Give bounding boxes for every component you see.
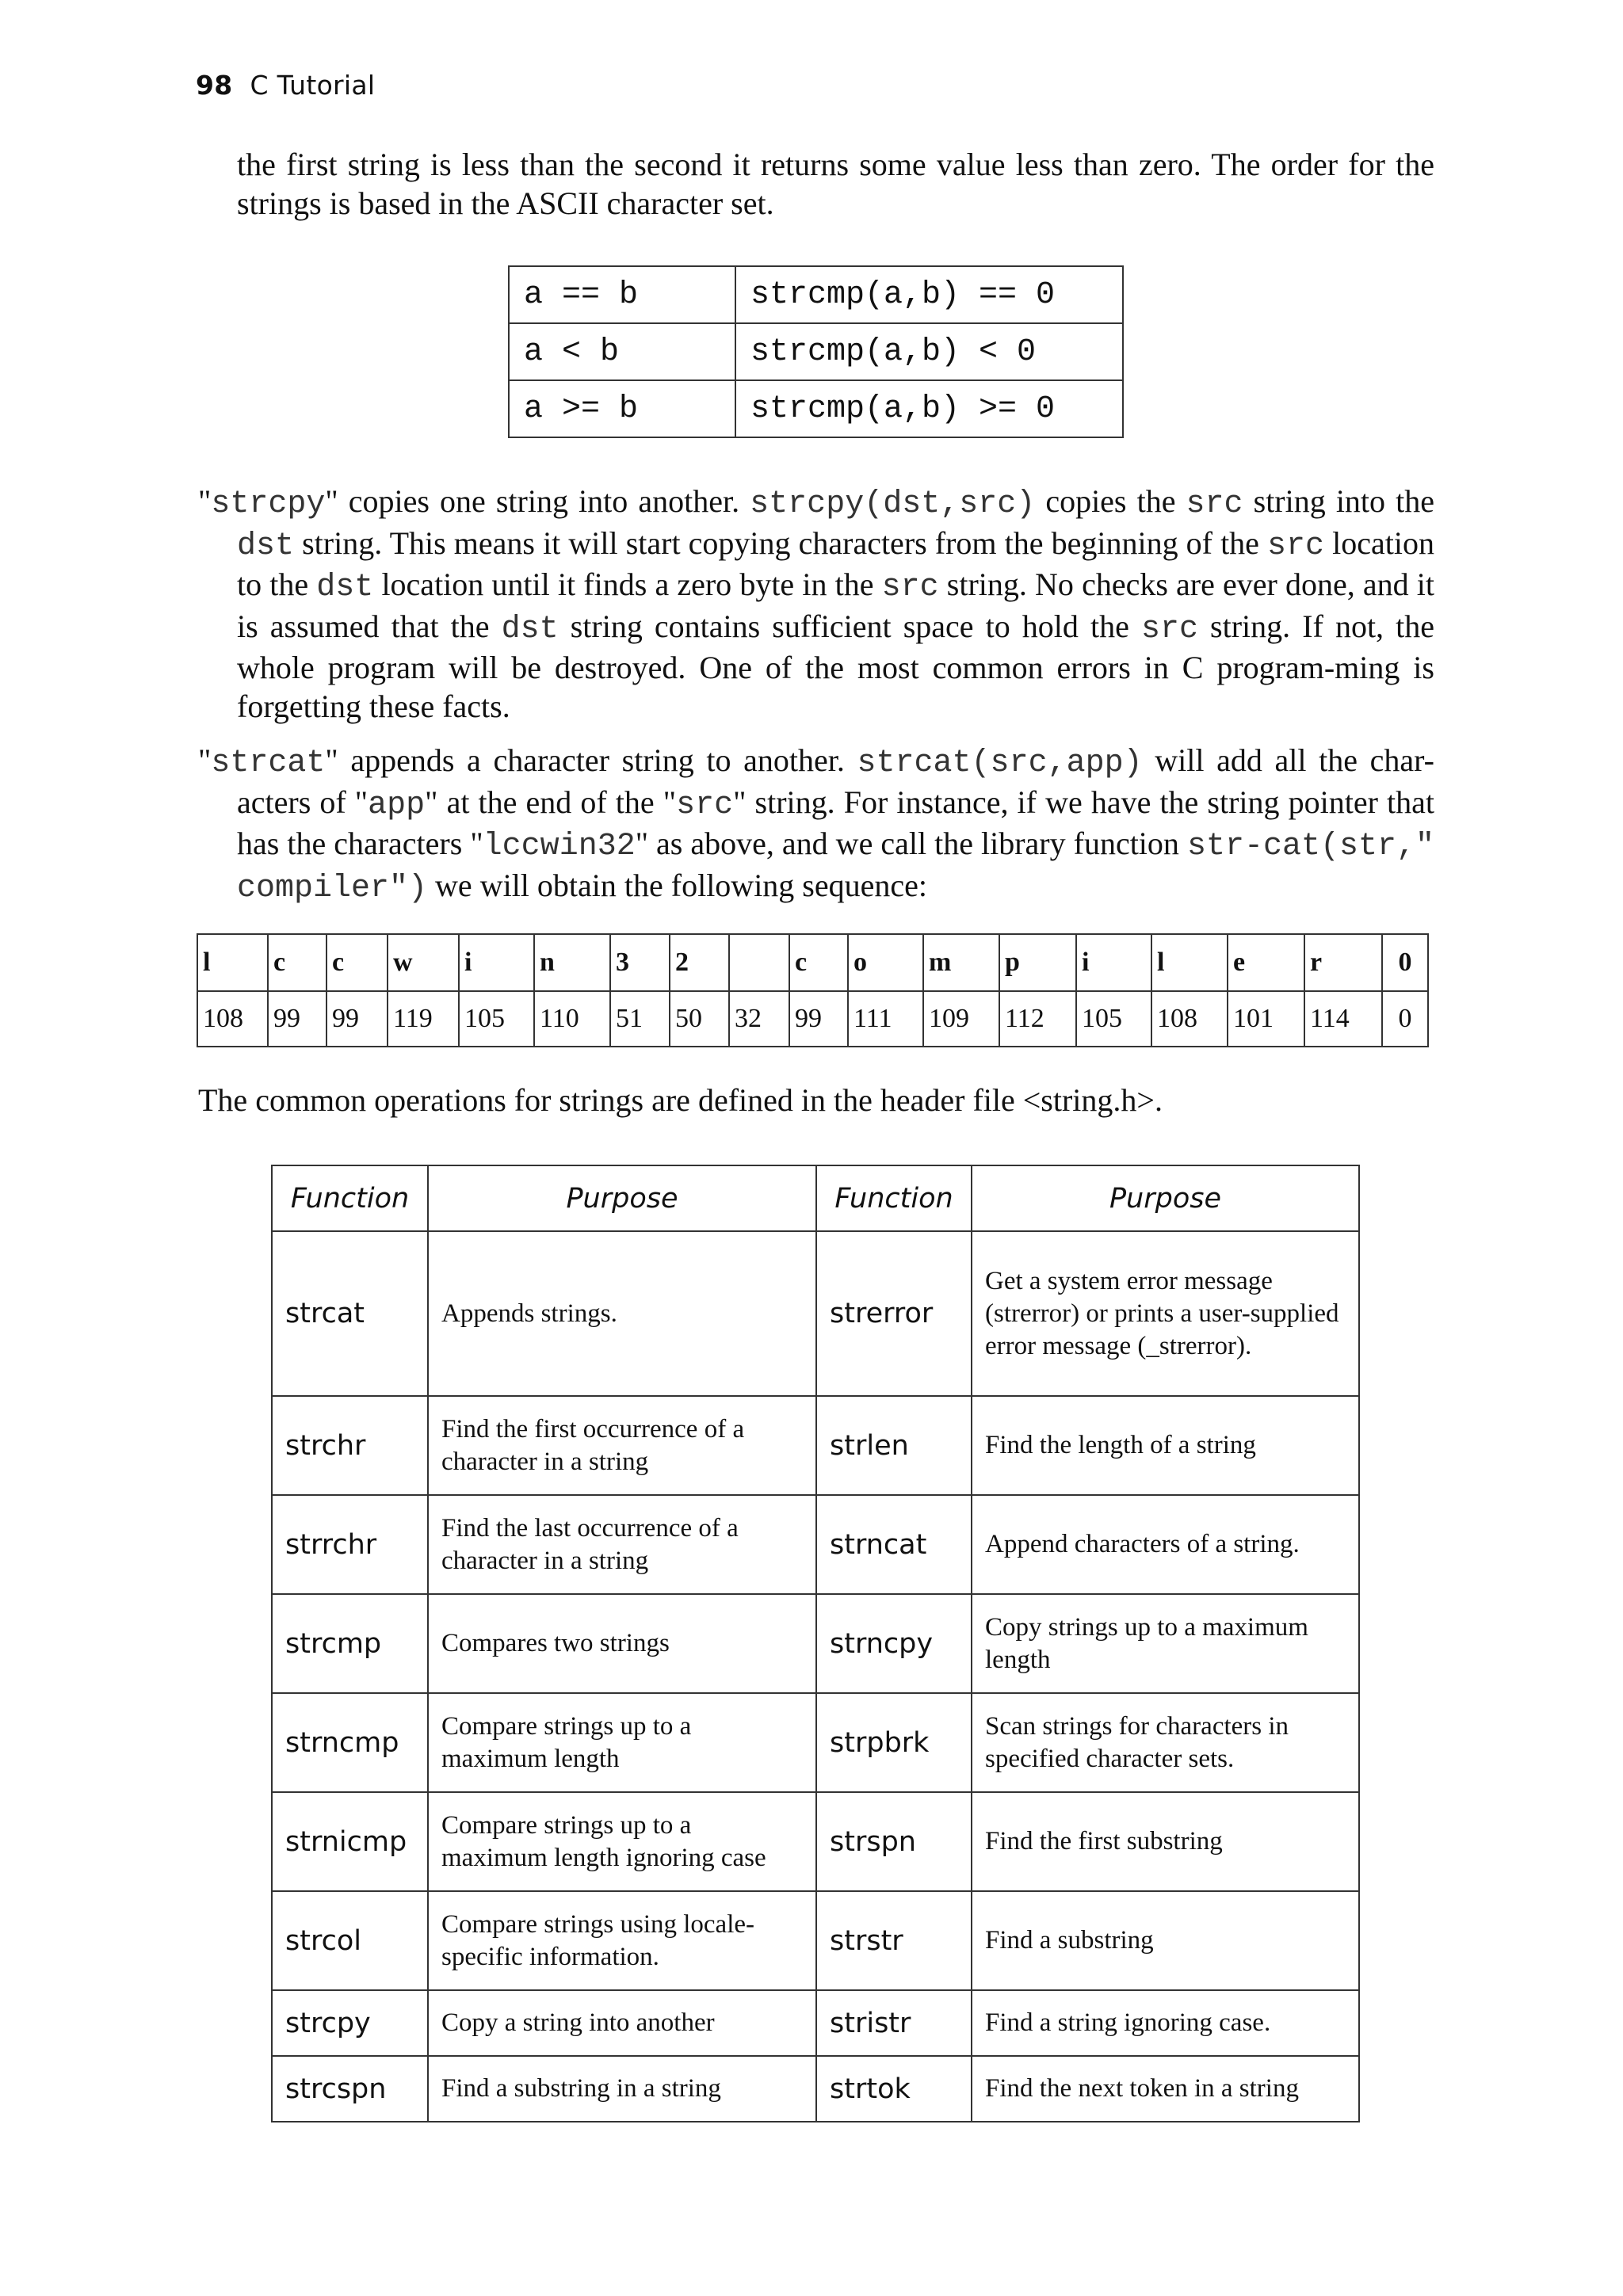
table-row [272, 2056, 1359, 2122]
strcat-paragraph [198, 742, 1434, 908]
table-cell: strcmp(a,b) == 0 [735, 266, 1123, 323]
code-span: dst [501, 611, 559, 647]
table-cell: a >= b [509, 380, 735, 437]
char-cell: c [789, 934, 848, 991]
code-cell: 110 [534, 991, 610, 1047]
code-cell: 101 [1228, 991, 1304, 1047]
code-span: src [1267, 528, 1325, 564]
table-header-row [272, 1165, 1359, 1231]
running-header [196, 70, 375, 101]
function-name-cell: strncpy [816, 1594, 972, 1693]
text-run: location until it finds a zero byte in the [373, 566, 882, 602]
table-row [197, 991, 1428, 1047]
code-cell: 119 [388, 991, 459, 1047]
purpose-cell: Copy strings up to a maximum length [972, 1594, 1359, 1693]
code-span: src [676, 787, 734, 823]
table-row [272, 1495, 1359, 1594]
table-row [272, 1396, 1359, 1495]
table-cell: strcmp(a,b) >= 0 [735, 380, 1123, 437]
strcmp-comparison-table [508, 265, 1124, 438]
code-cell: 99 [268, 991, 327, 1047]
table-cell: strcmp(a,b) < 0 [735, 323, 1123, 380]
code-cell: 108 [1151, 991, 1228, 1047]
char-cell: o [848, 934, 923, 991]
text-run: " at the end of the " [425, 784, 677, 820]
function-name-cell: strrchr [272, 1495, 428, 1594]
purpose-cell: Find a substring in a string [428, 2056, 816, 2122]
char-cell: i [459, 934, 534, 991]
purpose-cell: Find the first substring [972, 1792, 1359, 1891]
char-cell: l [197, 934, 268, 991]
purpose-cell: Copy a string into another [428, 1990, 816, 2056]
code-cell: 114 [1304, 991, 1382, 1047]
char-cell: n [534, 934, 610, 991]
char-cell: w [388, 934, 459, 991]
text-run: will add all the char-acters of " [237, 742, 1434, 820]
code-span: lccwin32 [483, 829, 636, 864]
code-span: src [1140, 611, 1198, 647]
table-row [272, 1891, 1359, 1990]
text-run: string contains sufficient space to hold the [558, 608, 1141, 644]
table-row [272, 1231, 1359, 1396]
function-name-cell: strspn [816, 1792, 972, 1891]
function-name-cell: strlen [816, 1396, 972, 1495]
function-name-cell: strcpy [272, 1990, 428, 2056]
function-name-cell: strchr [272, 1396, 428, 1495]
page-number: 98 [196, 70, 233, 101]
code-cell: 111 [848, 991, 923, 1047]
code-span: strcat [211, 746, 326, 781]
purpose-cell: Find the next token in a string [972, 2056, 1359, 2122]
function-name-cell: strcspn [272, 2056, 428, 2122]
code-span: strcat(src,app) [857, 746, 1143, 781]
string-functions-table [271, 1165, 1360, 2122]
purpose-cell: Compares two strings [428, 1594, 816, 1693]
table-row [509, 323, 1123, 380]
code-cell: 108 [197, 991, 268, 1047]
function-name-cell: strtok [816, 2056, 972, 2122]
text-run: " as above, and we call the library function [635, 826, 1187, 861]
purpose-cell: Find the first occurrence of a character in a string [428, 1396, 816, 1495]
char-sequence-table [197, 933, 1429, 1047]
text-run: " [198, 483, 212, 519]
intro-paragraph: the first string is less than the second it returns some value less than zero. The order for the strings is based in the ASCII character set. [237, 147, 1434, 221]
code-cell: 105 [1076, 991, 1151, 1047]
text-run: " appends a character string to another. [325, 742, 857, 778]
code-cell: 109 [923, 991, 999, 1047]
char-cell: c [327, 934, 388, 991]
table-row [272, 1990, 1359, 2056]
code-span: src [1186, 486, 1243, 522]
function-name-cell: strncat [816, 1495, 972, 1594]
char-cell: 2 [670, 934, 729, 991]
purpose-cell: Find the last occurrence of a character in a string [428, 1495, 816, 1594]
purpose-cell: Get a system error message (strerror) or prints a user-supplied error message (_strerror). [972, 1231, 1359, 1396]
text-run: copies the [1035, 483, 1186, 519]
header-file-note: The common operations for strings are defined in the header file <string.h>. [198, 1082, 1163, 1118]
text-run: " copies one string into another. [325, 483, 750, 519]
function-name-cell: strncmp [272, 1693, 428, 1792]
purpose-cell: Scan strings for characters in specified character sets. [972, 1693, 1359, 1792]
char-cell: e [1228, 934, 1304, 991]
column-header: Function [272, 1165, 428, 1231]
function-name-cell: strpbrk [816, 1693, 972, 1792]
purpose-cell: Append characters of a string. [972, 1495, 1359, 1594]
purpose-cell: Compare strings up to a maximum length ignoring case [428, 1792, 816, 1891]
function-name-cell: stristr [816, 1990, 972, 2056]
code-cell: 51 [610, 991, 670, 1047]
code-cell: 50 [670, 991, 729, 1047]
text-run: location to the [237, 524, 1434, 602]
table-row [509, 380, 1123, 437]
char-cell: r [1304, 934, 1382, 991]
book-title: C Tutorial [250, 70, 376, 101]
function-name-cell: strstr [816, 1891, 972, 1990]
function-name-cell: strcmp [272, 1594, 428, 1693]
char-cell: i [1076, 934, 1151, 991]
text-run: " string. For instance, if we have the string pointer that has the characters " [237, 784, 1434, 861]
table-cell: a < b [509, 323, 735, 380]
function-name-cell: strcol [272, 1891, 428, 1990]
function-name-cell: strnicmp [272, 1792, 428, 1891]
code-cell: 32 [729, 991, 789, 1047]
column-header: Purpose [972, 1165, 1359, 1231]
code-span: dst [316, 570, 374, 605]
code-span: dst [237, 528, 295, 564]
function-name-cell: strerror [816, 1231, 972, 1396]
char-cell: c [268, 934, 327, 991]
code-cell: 99 [327, 991, 388, 1047]
column-header: Function [816, 1165, 972, 1231]
char-cell [729, 934, 789, 991]
code-span: strcpy(dst,src) [750, 486, 1036, 522]
purpose-cell: Find the length of a string [972, 1396, 1359, 1495]
char-cell: 3 [610, 934, 670, 991]
table-row [272, 1594, 1359, 1693]
purpose-cell: Find a substring [972, 1891, 1359, 1990]
table-row [197, 934, 1428, 991]
code-span: app [368, 787, 426, 823]
text-run: we will obtain the following sequence: [427, 867, 928, 903]
text-run: string. This means it will start copying characters from the beginning of the [294, 524, 1268, 561]
column-header: Purpose [428, 1165, 816, 1231]
code-span: src [881, 570, 939, 605]
text-run: " [198, 742, 212, 778]
code-span: str-cat(str," compiler") [237, 829, 1435, 906]
char-cell: m [923, 934, 999, 991]
table-row [509, 266, 1123, 323]
table-row [272, 1792, 1359, 1891]
text-run: string. If not, the whole program will be destroyed. One of the most common errors in C program-ming is forgetting these facts. [237, 608, 1435, 724]
code-cell: 0 [1382, 991, 1428, 1047]
function-name-cell: strcat [272, 1231, 428, 1396]
purpose-cell: Compare strings using locale-specific information. [428, 1891, 816, 1990]
code-cell: 99 [789, 991, 848, 1047]
char-cell: 0 [1382, 934, 1428, 991]
strcpy-paragraph [198, 482, 1434, 726]
purpose-cell: Appends strings. [428, 1231, 816, 1396]
table-cell: a == b [509, 266, 735, 323]
text-run: string. No checks are ever done, and it is assumed that the [237, 566, 1435, 644]
code-cell: 112 [999, 991, 1076, 1047]
text-run: string into the [1243, 483, 1434, 519]
table-row [272, 1693, 1359, 1792]
char-cell: l [1151, 934, 1228, 991]
char-cell: p [999, 934, 1076, 991]
purpose-cell: Find a string ignoring case. [972, 1990, 1359, 2056]
code-span: strcpy [211, 486, 326, 522]
purpose-cell: Compare strings up to a maximum length [428, 1693, 816, 1792]
code-cell: 105 [459, 991, 534, 1047]
